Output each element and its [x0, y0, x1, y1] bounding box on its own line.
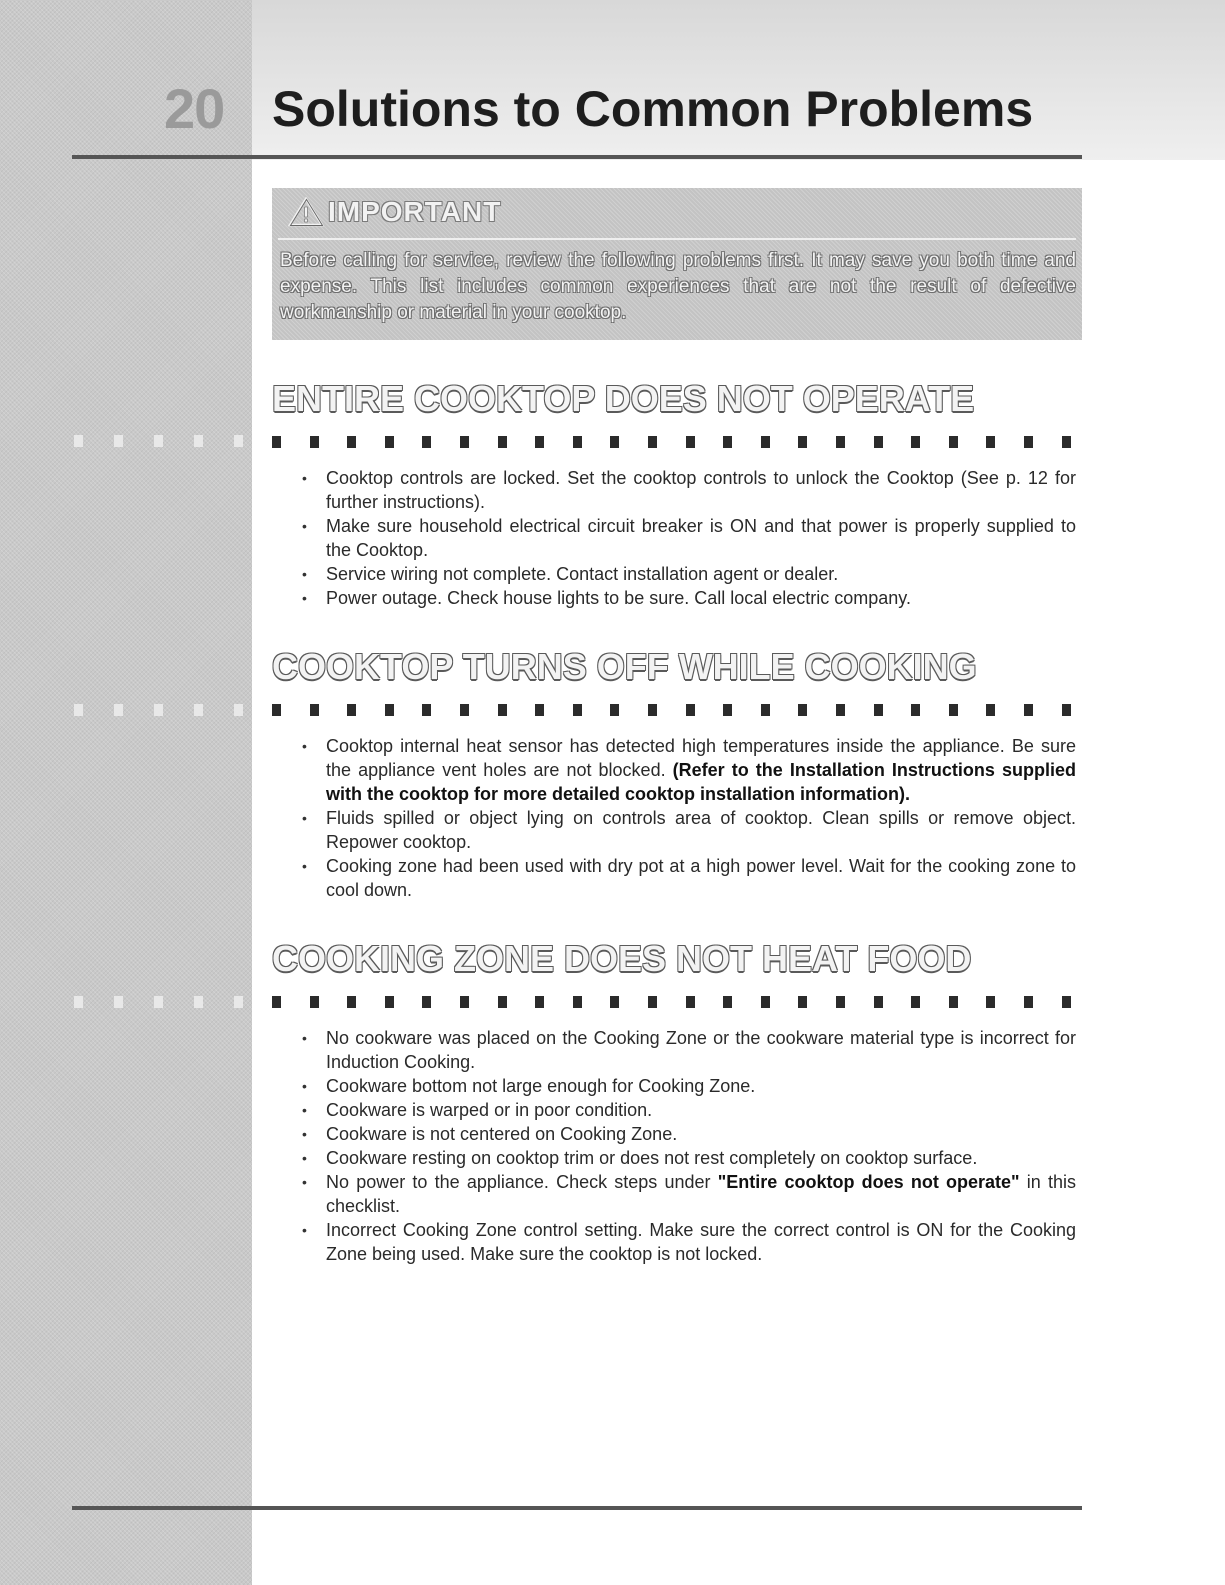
- rule-dot: [1062, 436, 1071, 448]
- rule-dot: [911, 996, 920, 1008]
- rule-dot: [385, 996, 394, 1008]
- list-item: • Fluids spilled or object lying on controls area of cooktop. Clean spills or remove object. Repower cooktop.: [272, 806, 1082, 854]
- rule-dot: [911, 436, 920, 448]
- warning-triangle-icon: [288, 197, 324, 227]
- rule-dot: [798, 436, 807, 448]
- rule-dot: [648, 704, 657, 716]
- rule-dot: [460, 436, 469, 448]
- rule-dot: [573, 704, 582, 716]
- rule-dot: [498, 704, 507, 716]
- section-turns-off: [272, 646, 1082, 902]
- rule-dot: [347, 436, 356, 448]
- rule-dot: [723, 996, 732, 1008]
- rule-dot: [460, 704, 469, 716]
- list-item: • Cookware resting on cooktop trim or does not rest completely on cooktop surface.: [272, 1146, 1082, 1170]
- rule-dot: [986, 996, 995, 1008]
- important-label: IMPORTANT: [328, 196, 502, 227]
- list-item: • Incorrect Cooking Zone control setting. Make sure the correct control is ON for the Cooking Zone being used. Make sure the cooktop is not locked.: [272, 1218, 1082, 1266]
- rule-dot: [723, 704, 732, 716]
- rule-dot: [836, 996, 845, 1008]
- section-dot-rule: [272, 704, 1082, 718]
- section-dot-rule: [272, 996, 1082, 1010]
- list-item: • Make sure household electrical circuit breaker is ON and that power is properly supplied to the Cooktop.: [272, 514, 1082, 562]
- footer-rule: [72, 1506, 1082, 1510]
- list-item: • Service wiring not complete. Contact installation agent or dealer.: [272, 562, 1082, 586]
- rule-dot: [686, 436, 695, 448]
- sidebar-dots: [74, 435, 254, 449]
- rule-dot: [310, 436, 319, 448]
- important-text: Before calling for service, review the following problems first. It may save you both time and expense. This list includes common experiences that are not the result of defective workmanship or material in your cooktop.: [280, 250, 1076, 323]
- rule-dot: [310, 704, 319, 716]
- list-item: • No power to the appliance. Check steps under "Entire cooktop does not operate" in this checklist.: [272, 1170, 1082, 1218]
- rule-dot: [686, 996, 695, 1008]
- rule-dot: [610, 996, 619, 1008]
- problem-list: [272, 734, 1082, 902]
- rule-dot: [761, 704, 770, 716]
- problem-list: [272, 466, 1082, 610]
- rule-dot: [874, 704, 883, 716]
- list-item: • Cookware bottom not large enough for Cooking Zone.: [272, 1074, 1082, 1098]
- rule-dot: [1024, 996, 1033, 1008]
- rule-dot: [949, 704, 958, 716]
- rule-dot: [986, 704, 995, 716]
- important-notice: [272, 188, 1082, 340]
- list-item: • No cookware was placed on the Cooking Zone or the cookware material type is incorrect for Induction Cooking.: [272, 1026, 1082, 1074]
- section-title: COOKING ZONE DOES NOT HEAT FOOD: [272, 938, 972, 979]
- list-item: • Cooking zone had been used with dry pot at a high power level. Wait for the cooking zone to cool down.: [272, 854, 1082, 902]
- rule-dot: [949, 996, 958, 1008]
- rule-dot: [1062, 704, 1071, 716]
- rule-dot: [535, 996, 544, 1008]
- list-item: • Power outage. Check house lights to be sure. Call local electric company.: [272, 586, 1082, 610]
- rule-dot: [836, 436, 845, 448]
- rule-dot: [498, 996, 507, 1008]
- rule-dot: [422, 436, 431, 448]
- rule-dot: [272, 436, 281, 448]
- rule-dot: [610, 704, 619, 716]
- rule-dot: [1062, 996, 1071, 1008]
- rule-dot: [310, 996, 319, 1008]
- sidebar-band: [0, 0, 252, 1585]
- rule-dot: [761, 436, 770, 448]
- rule-dot: [573, 436, 582, 448]
- section-entire-cooktop: [272, 378, 1082, 610]
- rule-dot: [498, 436, 507, 448]
- list-item: • Cookware is warped or in poor condition.: [272, 1098, 1082, 1122]
- sidebar-dots: [74, 996, 254, 1010]
- rule-dot: [1024, 704, 1033, 716]
- rule-dot: [723, 436, 732, 448]
- rule-dot: [1024, 436, 1033, 448]
- important-heading: [288, 196, 501, 228]
- list-item: • Cookware is not centered on Cooking Zone.: [272, 1122, 1082, 1146]
- rule-dot: [573, 996, 582, 1008]
- rule-dot: [798, 996, 807, 1008]
- header-rule: [72, 155, 1082, 159]
- rule-dot: [949, 436, 958, 448]
- rule-dot: [347, 704, 356, 716]
- section-no-heat: [272, 938, 1082, 1266]
- rule-dot: [272, 996, 281, 1008]
- important-divider: [278, 238, 1076, 240]
- sidebar-dots: [74, 704, 254, 718]
- problem-list: [272, 1026, 1082, 1266]
- rule-dot: [874, 996, 883, 1008]
- rule-dot: [686, 704, 695, 716]
- rule-dot: [535, 704, 544, 716]
- rule-dot: [798, 704, 807, 716]
- page-title: Solutions to Common Problems: [272, 81, 1034, 137]
- rule-dot: [460, 996, 469, 1008]
- rule-dot: [422, 704, 431, 716]
- rule-dot: [648, 436, 657, 448]
- rule-dot: [272, 704, 281, 716]
- rule-dot: [610, 436, 619, 448]
- rule-dot: [874, 436, 883, 448]
- section-title: ENTIRE COOKTOP DOES NOT OPERATE: [272, 378, 975, 419]
- rule-dot: [347, 996, 356, 1008]
- rule-dot: [648, 996, 657, 1008]
- rule-dot: [911, 704, 920, 716]
- list-item: • Cooktop controls are locked. Set the cooktop controls to unlock the Cooktop (See p. 12 for further instructions).: [272, 466, 1082, 514]
- rule-dot: [535, 436, 544, 448]
- rule-dot: [422, 996, 431, 1008]
- page-number: 20: [164, 77, 225, 140]
- rule-dot: [761, 996, 770, 1008]
- rule-dot: [385, 436, 394, 448]
- section-title: COOKTOP TURNS OFF WHILE COOKING: [272, 646, 977, 687]
- list-item: • Cooktop internal heat sensor has detected high temperatures inside the appliance. Be sure the appliance vent holes are not blocked. (Refer to the Installation Instructions supplied with the cooktop for more detailed cooktop installation information).: [272, 734, 1082, 806]
- rule-dot: [385, 704, 394, 716]
- rule-dot: [836, 704, 845, 716]
- section-dot-rule: [272, 436, 1082, 450]
- rule-dot: [986, 436, 995, 448]
